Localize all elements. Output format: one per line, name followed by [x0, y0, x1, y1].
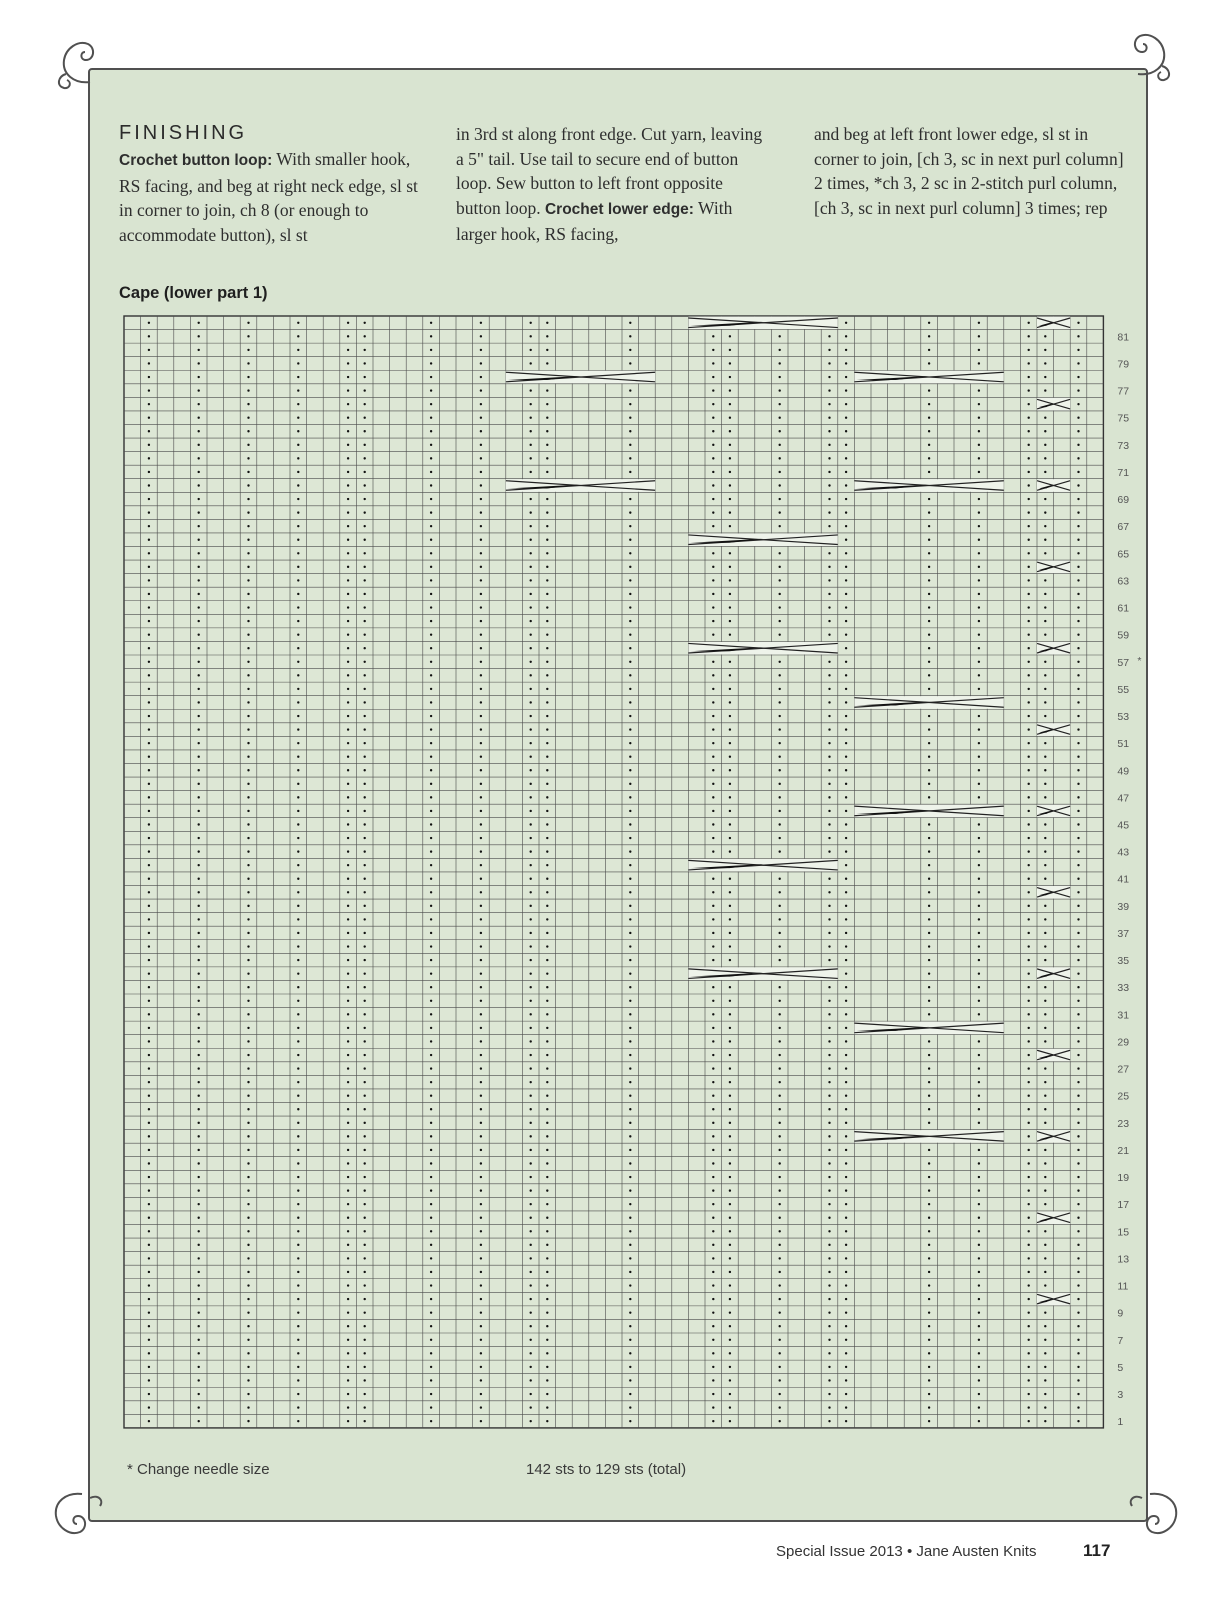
- knitting-chart: [118, 310, 1142, 1446]
- finishing-text-3: With larger hook, RS facing,: [456, 197, 733, 244]
- row-number-13: 13: [1117, 1253, 1130, 1266]
- row-number-79: 79: [1117, 358, 1130, 371]
- cable-cross-row-58-10: [688, 642, 837, 655]
- crochet-button-loop-label: Crochet button loop:: [119, 152, 273, 169]
- row-number-47: 47: [1117, 792, 1130, 805]
- cable-cross-row-46-14: [854, 805, 1003, 818]
- row-number-31: 31: [1117, 1009, 1130, 1022]
- cable-cross-row-40-17: [1037, 886, 1070, 899]
- row-number-35: 35: [1117, 955, 1130, 968]
- row-number-23: 23: [1117, 1117, 1130, 1130]
- row-number-67: 67: [1117, 521, 1130, 534]
- row-number-81: 81: [1117, 331, 1130, 344]
- row-number-5: 5: [1117, 1361, 1124, 1374]
- cable-cross-row-10-25: [1037, 1293, 1070, 1306]
- cable-cross-row-78-2: [506, 371, 655, 384]
- cable-cross-row-70-6: [854, 479, 1003, 492]
- top-left-swirl-ornament: [54, 30, 114, 90]
- row-number-51: 51: [1117, 738, 1130, 751]
- row-number-59: 59: [1117, 629, 1130, 642]
- page-footer: [776, 1543, 1036, 1560]
- row-number-57: 57: [1117, 656, 1130, 669]
- finishing-column-1: [119, 147, 429, 247]
- bottom-left-swirl-ornament: [46, 1486, 106, 1546]
- cable-cross-row-76-4: [1037, 398, 1070, 411]
- finishing-heading: FINISHING: [119, 122, 248, 144]
- cable-cross-row-66-8: [688, 533, 837, 546]
- issue-label: Special Issue 2013: [776, 1543, 903, 1560]
- row-number-69: 69: [1117, 494, 1130, 507]
- crochet-lower-edge-label: Crochet lower edge:: [544, 200, 694, 218]
- cable-cross-row-82-0: [688, 317, 837, 330]
- row-number-1: 1: [1117, 1416, 1124, 1429]
- row-number-41: 41: [1117, 873, 1130, 886]
- row-number-65: 65: [1117, 548, 1130, 561]
- magazine-title: Jane Austen Knits: [916, 1543, 1037, 1560]
- cable-cross-row-70-5: [506, 479, 655, 492]
- bottom-right-swirl-ornament: [1126, 1486, 1186, 1546]
- row-number-63: 63: [1117, 575, 1130, 588]
- row-number-61: 61: [1117, 602, 1130, 615]
- row-number-9: 9: [1117, 1307, 1124, 1320]
- row-number-21: 21: [1117, 1144, 1130, 1157]
- top-right-swirl-ornament: [1114, 22, 1174, 82]
- cable-cross-row-28-21: [1037, 1049, 1070, 1062]
- cable-cross-row-82-1: [1037, 317, 1070, 330]
- cable-cross-row-34-18: [688, 967, 837, 980]
- finishing-text-1: With smaller hook, RS facing, and beg at right neck edge, sl st in corner to join, ch 8 (or enough to accommodate button), sl st: [119, 149, 418, 245]
- row-number-7: 7: [1117, 1334, 1124, 1347]
- row-number-75: 75: [1117, 412, 1130, 425]
- row-number-27: 27: [1117, 1063, 1130, 1076]
- needle-size-footnote: * Change needle size: [127, 1461, 270, 1478]
- cable-cross-row-46-15: [1037, 805, 1070, 818]
- row-number-39: 39: [1117, 900, 1130, 913]
- row-number-29: 29: [1117, 1036, 1130, 1049]
- row-number-33: 33: [1117, 982, 1130, 995]
- cable-cross-row-64-9: [1037, 561, 1070, 574]
- page-number: 117: [1083, 1541, 1111, 1560]
- row-number-25: 25: [1117, 1090, 1130, 1103]
- cable-cross-row-78-3: [854, 371, 1003, 384]
- needle-change-marker: *: [1137, 654, 1142, 667]
- stitch-count-note: 142 sts to 129 sts (total): [526, 1461, 687, 1478]
- finishing-column-2: [456, 122, 766, 247]
- cable-cross-row-30-20: [854, 1022, 1003, 1035]
- row-number-19: 19: [1117, 1172, 1130, 1185]
- row-number-73: 73: [1117, 439, 1130, 452]
- finishing-text-2: in 3rd st along front edge. Cut yarn, leaving a 5" tail. Use tail to secure end of button loop. Sew button to left front opposite button loop.: [456, 124, 763, 218]
- cable-cross-row-22-22: [854, 1130, 1003, 1143]
- row-number-45: 45: [1117, 819, 1130, 832]
- cable-cross-row-52-13: [1037, 723, 1070, 736]
- chart-title: Cape (lower part 1): [119, 284, 268, 302]
- row-number-53: 53: [1117, 711, 1130, 724]
- finishing-text-4: and beg at left front lower edge, sl st in corner to join, [ch 3, sc in next purl column] 2 times, *ch 3, 2 sc in 2-stitch purl column, [ch 3, sc in next purl column] 3 times; rep: [814, 124, 1124, 218]
- finishing-column-3: [814, 122, 1124, 220]
- cable-cross-row-70-7: [1037, 479, 1070, 492]
- cable-cross-row-16-24: [1037, 1211, 1070, 1224]
- row-number-55: 55: [1117, 683, 1130, 696]
- cable-cross-row-34-19: [1037, 967, 1070, 980]
- row-number-11: 11: [1117, 1280, 1129, 1293]
- row-number-17: 17: [1117, 1199, 1130, 1212]
- cable-cross-row-54-12: [854, 696, 1003, 709]
- footer-bullet: •: [906, 1543, 913, 1560]
- row-number-15: 15: [1117, 1226, 1130, 1239]
- cable-cross-row-42-16: [688, 859, 837, 872]
- cable-cross-row-58-11: [1037, 642, 1070, 655]
- row-number-37: 37: [1117, 927, 1130, 940]
- row-number-71: 71: [1117, 466, 1130, 479]
- row-number-49: 49: [1117, 765, 1130, 778]
- row-number-77: 77: [1117, 385, 1130, 398]
- row-number-43: 43: [1117, 846, 1130, 859]
- row-number-3: 3: [1117, 1389, 1124, 1402]
- cable-cross-row-22-23: [1037, 1130, 1070, 1143]
